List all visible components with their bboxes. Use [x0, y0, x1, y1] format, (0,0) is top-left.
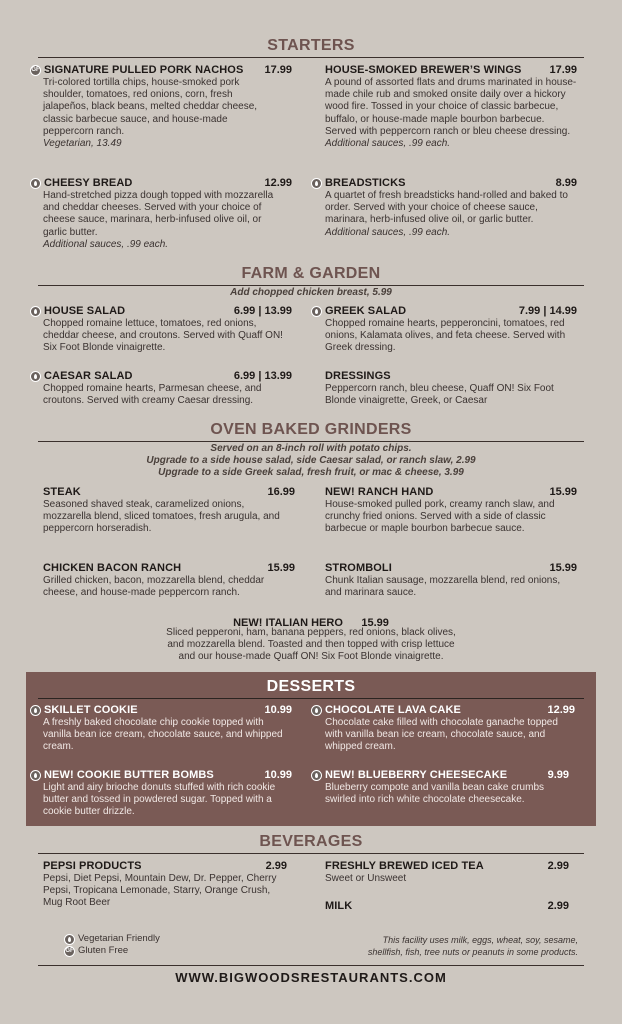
menu-item-italian-hero: [0, 613, 622, 664]
beverages-divider: [38, 853, 584, 854]
item-description: Chopped romaine lettuce, tomatoes, red onions, cheddar cheese, and croutons. Served with Quaff ON! Six Foot Blonde vinaigrette.: [43, 318, 283, 354]
item-price: 9.99: [547, 769, 569, 781]
menu-item-skillet-cookie: [30, 703, 292, 754]
item-description: Pepsi, Diet Pepsi, Mountain Dew, Dr. Pepper, Cherry Pepsi, Tropicana Lemonade, Starry, Orange Crush, Mug Root Beer: [43, 873, 277, 909]
item-description: Blueberry compote and vanilla bean cake crumbs swirled into rich white chocolate cheesecake.: [325, 782, 545, 806]
item-description: Light and airy brioche donuts stuffed with rich cookie butter and tossed in powdered sugar. Topped with a cookie butter drizzle.: [43, 782, 276, 818]
desserts-panel: [26, 672, 596, 826]
item-price: 2.99: [547, 860, 569, 872]
menu-item-wings: [325, 63, 577, 150]
vegetarian-icon: [30, 705, 41, 716]
item-name: NEW! COOKIE BUTTER BOMBS: [44, 769, 214, 781]
menu-item-milk: [325, 899, 569, 913]
item-price: 6.99 | 13.99: [233, 370, 292, 382]
item-note: Additional sauces, .99 each.: [325, 226, 451, 238]
item-name: CHICKEN BACON RANCH: [43, 562, 182, 574]
farm-garden-subnote: Add chopped chicken breast, 5.99: [230, 287, 392, 298]
item-description-line-1: Sliced pepperoni, ham, banana peppers, red onions, black olives,: [166, 627, 456, 638]
item-note: Additional sauces, .99 each.: [43, 238, 169, 250]
menu-item-chocolate-lava-cake: [311, 703, 575, 754]
menu-item-nachos: [30, 63, 292, 150]
grinders-subnote-1: Served on an 8-inch roll with potato chips.: [210, 443, 412, 454]
vegetarian-icon: [311, 705, 322, 716]
menu-item-breadsticks: [311, 176, 577, 239]
item-name: SIGNATURE PULLED PORK NACHOS: [44, 64, 244, 76]
item-price: 17.99: [549, 64, 577, 76]
item-name: GREEK SALAD: [325, 305, 407, 317]
gluten-free-icon: GF: [30, 65, 41, 76]
item-name: CAESAR SALAD: [44, 370, 133, 382]
item-price: 16.99: [267, 486, 295, 498]
item-name: MILK: [325, 900, 353, 912]
vegetarian-icon: [30, 371, 41, 382]
menu-item-ranch-hand: [325, 485, 577, 536]
allergen-footnote-line-1: This facility uses milk, eggs, wheat, soy, sesame,: [382, 935, 578, 945]
item-description: A quartet of fresh breadsticks hand-rolled and baked to order. Served with your choice of cheese sauce, marinara, herb-infused olive oil, or garlic butter.: [325, 190, 568, 226]
item-name: NEW! ITALIAN HERO: [233, 617, 343, 629]
item-price: 15.99: [549, 562, 577, 574]
starters-title: STARTERS: [267, 37, 355, 54]
item-price: 12.99: [547, 704, 575, 716]
item-name: SKILLET COOKIE: [44, 704, 138, 716]
item-name: CHEESY BREAD: [44, 177, 133, 189]
item-price: 10.99: [264, 769, 292, 781]
item-price: 15.99: [549, 486, 577, 498]
allergen-footnote-line-2: shellfish, fish, tree nuts or peanuts in some products.: [367, 946, 578, 957]
item-note: Additional sauces, .99 each.: [325, 138, 451, 150]
vegetarian-icon: [311, 306, 322, 317]
menu-item-chicken-bacon-ranch: [43, 561, 295, 599]
item-price: 8.99: [555, 177, 577, 189]
desserts-title: DESSERTS: [266, 678, 356, 695]
item-description: Chocolate cake filled with chocolate ganache topped with vanilla bean ice cream, chocolate sauce, and whipped cream.: [325, 717, 558, 753]
item-name: NEW! BLUEBERRY CHEESECAKE: [325, 769, 508, 781]
item-name: STROMBOLI: [325, 562, 392, 574]
dietary-legend: [64, 933, 160, 957]
menu-item-cheesy-bread: [30, 176, 292, 251]
beverages-title: BEVERAGES: [259, 833, 363, 850]
farm-garden-title: FARM & GARDEN: [241, 265, 381, 282]
menu-item-cookie-butter-bombs: [30, 768, 292, 819]
grinders-subnote-3: Upgrade to a side Greek salad, fresh fruit, or mac & cheese, 3.99: [158, 467, 464, 478]
menu-item-iced-tea: [325, 859, 569, 885]
item-description: Seasoned shaved steak, caramelized onions, mozzarella blend, sliced tomatoes, fresh arugula, and peppercorn horseradish.: [43, 499, 280, 535]
allergen-footnote: [300, 935, 578, 958]
item-price: 2.99: [265, 860, 287, 872]
vegetarian-icon: [30, 306, 41, 317]
item-description: House-smoked pulled pork, creamy ranch slaw, and crunchy fried onions. Served with a side of classic barbecue or maple bourbon barbecue sauce.: [325, 499, 555, 535]
item-name: FRESHLY BREWED ICED TEA: [325, 860, 484, 872]
starters-divider: [38, 57, 584, 58]
item-price: 15.99: [267, 562, 295, 574]
grinders-title: OVEN BAKED GRINDERS: [210, 421, 412, 438]
menu-item-steak: [43, 485, 295, 536]
item-name: HOUSE SALAD: [44, 305, 126, 317]
menu-item-stromboli: [325, 561, 577, 599]
menu-item-blueberry-cheesecake: [311, 768, 569, 806]
footer-divider: [38, 965, 584, 966]
item-name: PEPSI PRODUCTS: [43, 860, 142, 872]
item-name: NEW! RANCH HAND: [325, 486, 434, 498]
item-price: 6.99 | 13.99: [233, 305, 292, 317]
item-description: Chunk Italian sausage, mozzarella blend, red onions, and marinara sauce.: [325, 575, 561, 599]
farm-garden-divider: [38, 285, 584, 286]
legend-gluten-free-label: Gluten Free: [78, 945, 129, 956]
item-price: 12.99: [264, 177, 292, 189]
grinders-subnote-2: Upgrade to a side house salad, side Caesar salad, or ranch slaw, 2.99: [146, 455, 476, 466]
menu-item-pepsi-products: [43, 859, 287, 910]
item-description: Chopped romaine hearts, Parmesan cheese, and croutons. Served with creamy Caesar dressing.: [43, 383, 262, 407]
item-price: 15.99: [361, 617, 389, 629]
menu-item-caesar-salad: [30, 369, 292, 407]
vegetarian-icon: [30, 178, 41, 189]
item-description: A freshly baked chocolate chip cookie topped with vanilla bean ice cream, chocolate sauce, and whipped cream.: [43, 717, 283, 753]
menu-item-greek-salad: [311, 304, 577, 355]
item-description: Hand-stretched pizza dough topped with mozzarella and cheddar cheeses. Served with your choice of cheese sauce, marinara, herb-infused olive oil, or garlic butter.: [43, 190, 274, 238]
item-description: Chopped romaine hearts, pepperoncini, tomatoes, red onions, Kalamata olives, and feta cheese. Served with Greek dressing.: [325, 318, 566, 354]
item-name: DRESSINGS: [325, 370, 391, 382]
menu-item-dressings: [325, 369, 577, 407]
item-name: BREADSTICKS: [325, 177, 406, 189]
item-name: HOUSE-SMOKED BREWER’S WINGS: [325, 64, 522, 76]
website-url: WWW.BIGWOODSRESTAURANTS.COM: [175, 970, 447, 985]
item-description-line-2: and mozzarella blend. Toasted and then topped with crisp lettuce: [167, 639, 455, 651]
item-description: Sweet or Unsweet: [325, 873, 407, 884]
item-description: Tri-colored tortilla chips, house-smoked pork shoulder, tomatoes, red onions, corn, fresh jalapeños, black beans, melted cheddar cheese, classic barbecue sauce, and house-made peppercorn ranch.: [43, 77, 258, 137]
desserts-divider: [38, 698, 584, 699]
item-name: STEAK: [43, 486, 81, 498]
item-name: CHOCOLATE LAVA CAKE: [325, 704, 461, 716]
item-description-line-3: and our house-made Quaff ON! Six Foot Blonde vinaigrette.: [178, 651, 444, 663]
item-price: 17.99: [264, 64, 292, 76]
gluten-free-icon: GF: [64, 946, 75, 957]
vegetarian-icon: [64, 934, 75, 945]
item-description: A pound of assorted flats and drums marinated in house-made chile rub and smoked onsite daily over a hickory wood fire. Tossed in your choice of classic barbecue, buffalo, or house-made maple bourbon barbecue. Served with peppercorn ranch or bleu cheese dressing.: [325, 77, 577, 137]
vegetarian-icon: [311, 178, 322, 189]
item-price: 7.99 | 14.99: [518, 305, 577, 317]
item-note: Vegetarian, 13.49: [43, 138, 122, 150]
vegetarian-icon: [30, 770, 41, 781]
item-description: Grilled chicken, bacon, mozzarella blend, cheddar cheese, and house-made peppercorn ranch.: [43, 575, 265, 599]
item-description: Peppercorn ranch, bleu cheese, Quaff ON! Six Foot Blonde vinaigrette, Greek, or Caesar: [325, 383, 554, 407]
item-price: 2.99: [547, 900, 569, 912]
legend-vegetarian-label: Vegetarian Friendly: [78, 933, 160, 944]
item-price: 10.99: [264, 704, 292, 716]
vegetarian-icon: [311, 770, 322, 781]
menu-item-house-salad: [30, 304, 292, 355]
grinders-divider: [38, 441, 584, 442]
